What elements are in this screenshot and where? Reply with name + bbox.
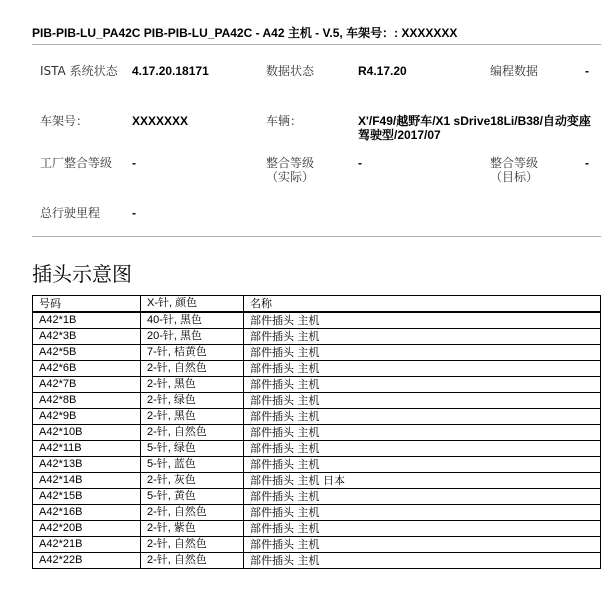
pin-color: 2-针, 自然色	[141, 537, 244, 553]
vehicle-value: X'/F49/越野车/X1 sDrive18Li/B38/自动变座驾驶型/2017/07	[358, 114, 591, 142]
connector-id: A42*15B	[33, 489, 141, 505]
pin-color: 5-针, 蓝色	[141, 457, 244, 473]
component-name: 部件插头 主机	[244, 312, 601, 329]
vin-label: 车架号：	[40, 114, 89, 128]
table-row	[33, 457, 601, 473]
connector-id: A42*16B	[33, 505, 141, 521]
header-number: 号码	[33, 296, 141, 313]
pin-color: 5-针, 黄色	[141, 489, 244, 505]
component-name: 部件插头 主机	[244, 537, 601, 553]
info-row-mileage	[40, 206, 601, 236]
connector-id: A42*9B	[33, 409, 141, 425]
pin-color: 5-针, 绿色	[141, 441, 244, 457]
connector-id: A42*6B	[33, 361, 141, 377]
table-row	[33, 441, 601, 457]
data-status-value: R4.17.20	[358, 64, 407, 78]
component-name: 部件插头 主机	[244, 489, 601, 505]
connector-id: A42*13B	[33, 457, 141, 473]
connector-id: A42*1B	[33, 312, 141, 329]
connector-id: A42*10B	[33, 425, 141, 441]
connector-id: A42*14B	[33, 473, 141, 489]
connector-id: A42*7B	[33, 377, 141, 393]
info-row-vin	[40, 114, 601, 156]
prog-data-value: -	[585, 64, 589, 78]
mileage-value: -	[132, 206, 136, 220]
pin-color: 2-针, 绿色	[141, 393, 244, 409]
table-row	[33, 425, 601, 441]
pin-color: 2-针, 灰色	[141, 473, 244, 489]
vehicle-label: 车辆：	[266, 114, 303, 128]
connector-id: A42*11B	[33, 441, 141, 457]
component-name: 部件插头 主机	[244, 361, 601, 377]
actual-level-label: 整合等级（实际）	[266, 156, 315, 184]
header-pin-color: X-针, 颜色	[141, 296, 244, 313]
component-name: 部件插头 主机	[244, 505, 601, 521]
header-name: 名称	[244, 296, 601, 313]
pin-color: 2-针, 黑色	[141, 377, 244, 393]
table-row	[33, 329, 601, 345]
info-row-ista	[40, 64, 601, 114]
info-row-level	[40, 156, 601, 206]
table-row	[33, 409, 601, 425]
pin-color: 2-针, 自然色	[141, 425, 244, 441]
table-header-row	[33, 296, 601, 313]
table-row	[33, 377, 601, 393]
data-status-label: 数据状态	[266, 64, 315, 78]
pin-color: 2-针, 紫色	[141, 521, 244, 537]
connector-id: A42*5B	[33, 345, 141, 361]
factory-level-label: 工厂整合等级	[40, 156, 113, 170]
component-name: 部件插头 主机	[244, 457, 601, 473]
actual-level-value: -	[358, 156, 362, 170]
pin-color: 2-针, 自然色	[141, 361, 244, 377]
ista-label: ISTA 系统状态	[40, 64, 118, 78]
component-name: 部件插头 主机	[244, 441, 601, 457]
table-row	[33, 345, 601, 361]
connector-id: A42*21B	[33, 537, 141, 553]
prog-data-label: 编程数据	[490, 64, 539, 78]
pin-color: 40-针, 黑色	[141, 312, 244, 329]
table-row	[33, 473, 601, 489]
pin-color: 20-针, 黑色	[141, 329, 244, 345]
component-name: 部件插头 主机	[244, 521, 601, 537]
connector-table	[32, 295, 601, 569]
component-name: 部件插头 主机	[244, 377, 601, 393]
table-row	[33, 537, 601, 553]
pin-color: 2-针, 黑色	[141, 409, 244, 425]
target-level-label: 整合等级（目标）	[490, 156, 539, 184]
component-name: 部件插头 主机	[244, 393, 601, 409]
pin-color: 7-针, 桔黄色	[141, 345, 244, 361]
header-divider	[32, 44, 601, 45]
connector-id: A42*20B	[33, 521, 141, 537]
connector-id: A42*8B	[33, 393, 141, 409]
component-name: 部件插头 主机	[244, 345, 601, 361]
table-row	[33, 553, 601, 569]
table-row	[33, 521, 601, 537]
component-name: 部件插头 主机	[244, 409, 601, 425]
table-row	[33, 312, 601, 329]
component-name: 部件插头 主机	[244, 329, 601, 345]
target-level-value: -	[585, 156, 589, 170]
connector-id: A42*3B	[33, 329, 141, 345]
pin-color: 2-针, 自然色	[141, 505, 244, 521]
mileage-label: 总行驶里程	[40, 206, 101, 220]
factory-level-value: -	[132, 156, 136, 170]
component-name: 部件插头 主机 日本	[244, 473, 601, 489]
table-row	[33, 393, 601, 409]
ista-value: 4.17.20.18171	[132, 64, 209, 78]
info-divider	[32, 236, 601, 237]
vehicle-info-grid	[40, 64, 601, 236]
vin-value: XXXXXXX	[132, 114, 189, 128]
table-row	[33, 505, 601, 521]
document-header: PIB-PIB-LU_PA42C PIB-PIB-LU_PA42C - A42 主机 - V.5, 车架号：: XXXXXXX	[32, 26, 458, 40]
connector-id: A42*22B	[33, 553, 141, 569]
table-row	[33, 489, 601, 505]
component-name: 部件插头 主机	[244, 553, 601, 569]
section-title: 插头示意图	[32, 262, 132, 286]
pin-color: 2-针, 自然色	[141, 553, 244, 569]
component-name: 部件插头 主机	[244, 425, 601, 441]
table-row	[33, 361, 601, 377]
